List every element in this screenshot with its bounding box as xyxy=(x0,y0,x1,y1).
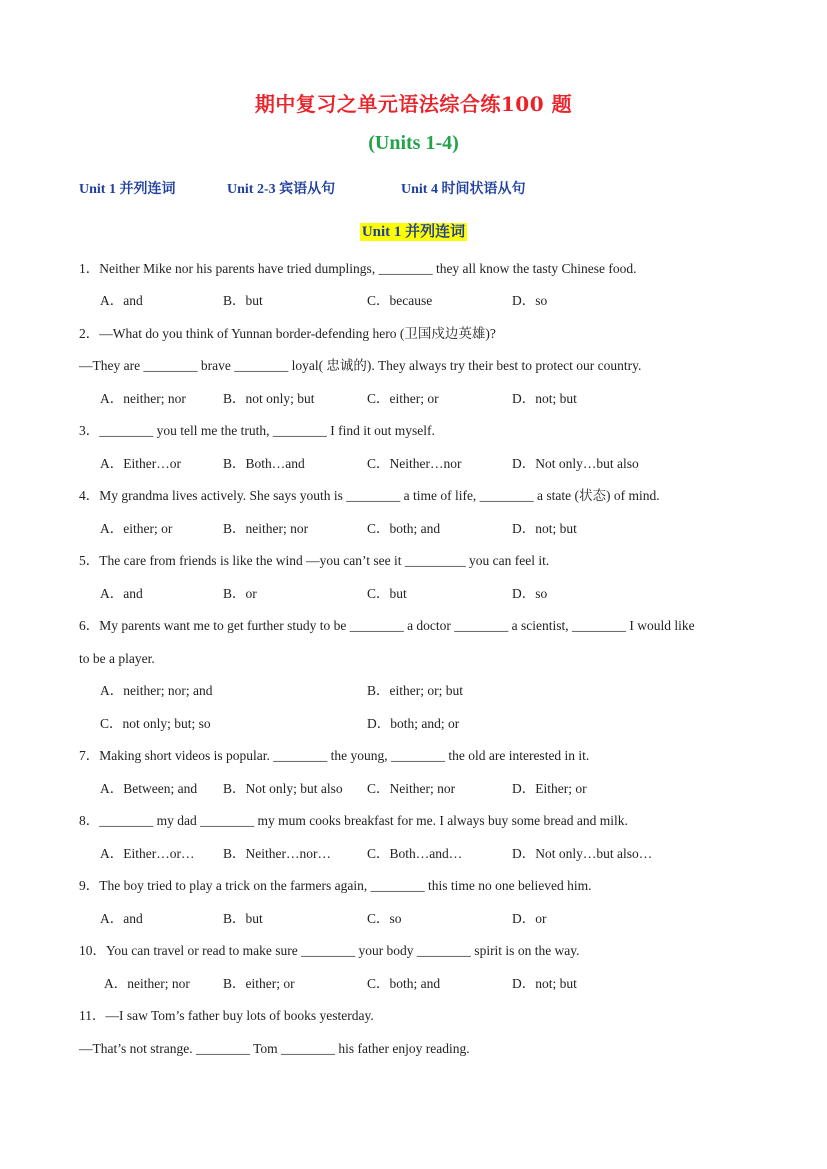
question-text: to be a player. xyxy=(79,651,155,666)
question-text: 7．Making short videos is popular. ________ the young, ________ the old are interested in it. xyxy=(79,748,590,763)
option-c[interactable]: C．so xyxy=(367,911,402,926)
option-c[interactable]: C．Both…and… xyxy=(367,846,463,861)
option-b[interactable]: B．Both…and xyxy=(223,456,305,471)
page-subtitle: (Units 1-4) xyxy=(368,132,459,154)
section-heading xyxy=(0,220,827,241)
question-text: 8．________ my dad ________ my mum cooks breakfast for me. I always buy some bread and milk. xyxy=(79,813,628,828)
option-c[interactable]: C．Neither; nor xyxy=(367,781,456,796)
option-c[interactable]: C．not only; but; so xyxy=(100,716,211,731)
option-b[interactable]: B．not only; but xyxy=(223,391,315,406)
option-a[interactable]: A．neither; nor; and xyxy=(100,683,213,698)
option-c[interactable]: C．because xyxy=(367,293,433,308)
option-a[interactable]: A．Either…or xyxy=(100,456,181,471)
option-b[interactable]: B．either; or; but xyxy=(367,683,463,698)
page-title: 期中复习之单元语法综合练100 题 xyxy=(254,92,573,116)
option-d[interactable]: D．so xyxy=(512,293,548,308)
option-a[interactable]: A．Either…or… xyxy=(100,846,195,861)
option-b[interactable]: B．Neither…nor… xyxy=(223,846,331,861)
question-text: —They are ________ brave ________ loyal( 忠诚的). They always try their best to protect our country. xyxy=(79,358,642,373)
question-text: —That’s not strange. ________ Tom ________ his father enjoy reading. xyxy=(79,1041,470,1056)
option-a[interactable]: A．and xyxy=(100,293,143,308)
option-b[interactable]: B．neither; nor xyxy=(223,521,309,536)
option-b[interactable]: B．or xyxy=(223,586,257,601)
option-c[interactable]: C．both; and xyxy=(367,976,441,991)
option-b[interactable]: B．either; or xyxy=(223,976,295,991)
option-a[interactable]: A．neither; nor xyxy=(104,976,190,991)
question-text: 3．________ you tell me the truth, ________ I find it out myself. xyxy=(79,423,435,438)
section-heading-label: Unit 1 并列连词 xyxy=(361,224,466,240)
unit-nav-item: Unit 2-3 宾语从句 xyxy=(227,182,336,197)
option-d[interactable]: D．not; but xyxy=(512,976,577,991)
option-b[interactable]: B．Not only; but also xyxy=(223,781,343,796)
question-text: 5．The care from friends is like the wind —you can’t see it _________ you can feel it. xyxy=(79,553,550,568)
option-d[interactable]: D．Not only…but also xyxy=(512,456,639,471)
option-c[interactable]: C．Neither…nor xyxy=(367,456,462,471)
option-d[interactable]: D．or xyxy=(512,911,547,926)
question-text: 11．—I saw Tom’s father buy lots of books yesterday. xyxy=(79,1008,374,1023)
option-a[interactable]: A．and xyxy=(100,911,143,926)
option-d[interactable]: D．both; and; or xyxy=(367,716,460,731)
option-d[interactable]: D．Not only…but also… xyxy=(512,846,653,861)
question-text: 6．My parents want me to get further study to be ________ a doctor ________ a scientist, ________ I would like xyxy=(79,618,695,633)
question-text: 1．Neither Mike nor his parents have tried dumplings, ________ they all know the tasty Chinese food. xyxy=(79,261,637,276)
option-b[interactable]: B．but xyxy=(223,293,263,308)
unit-nav-item: Unit 1 并列连词 xyxy=(79,182,176,197)
option-d[interactable]: D．not; but xyxy=(512,391,577,406)
question-text: 10．You can travel or read to make sure ________ your body ________ spirit is on the way. xyxy=(79,943,580,958)
option-d[interactable]: D．Either; or xyxy=(512,781,587,796)
question-text: 9．The boy tried to play a trick on the farmers again, ________ this time no one believed him. xyxy=(79,878,592,893)
option-b[interactable]: B．but xyxy=(223,911,263,926)
option-a[interactable]: A．either; or xyxy=(100,521,173,536)
option-d[interactable]: D．so xyxy=(512,586,548,601)
question-text: 2．—What do you think of Yunnan border-defending hero (卫国戍边英雄)? xyxy=(79,326,496,341)
option-d[interactable]: D．not; but xyxy=(512,521,577,536)
option-c[interactable]: C．both; and xyxy=(367,521,441,536)
option-a[interactable]: A．and xyxy=(100,586,143,601)
unit-nav-item: Unit 4 时间状语从句 xyxy=(401,182,526,197)
option-a[interactable]: A．Between; and xyxy=(100,781,198,796)
option-a[interactable]: A．neither; nor xyxy=(100,391,186,406)
question-text: 4．My grandma lives actively. She says youth is ________ a time of life, ________ a state (状态) of mind. xyxy=(79,488,660,503)
option-c[interactable]: C．but xyxy=(367,586,407,601)
option-c[interactable]: C．either; or xyxy=(367,391,439,406)
